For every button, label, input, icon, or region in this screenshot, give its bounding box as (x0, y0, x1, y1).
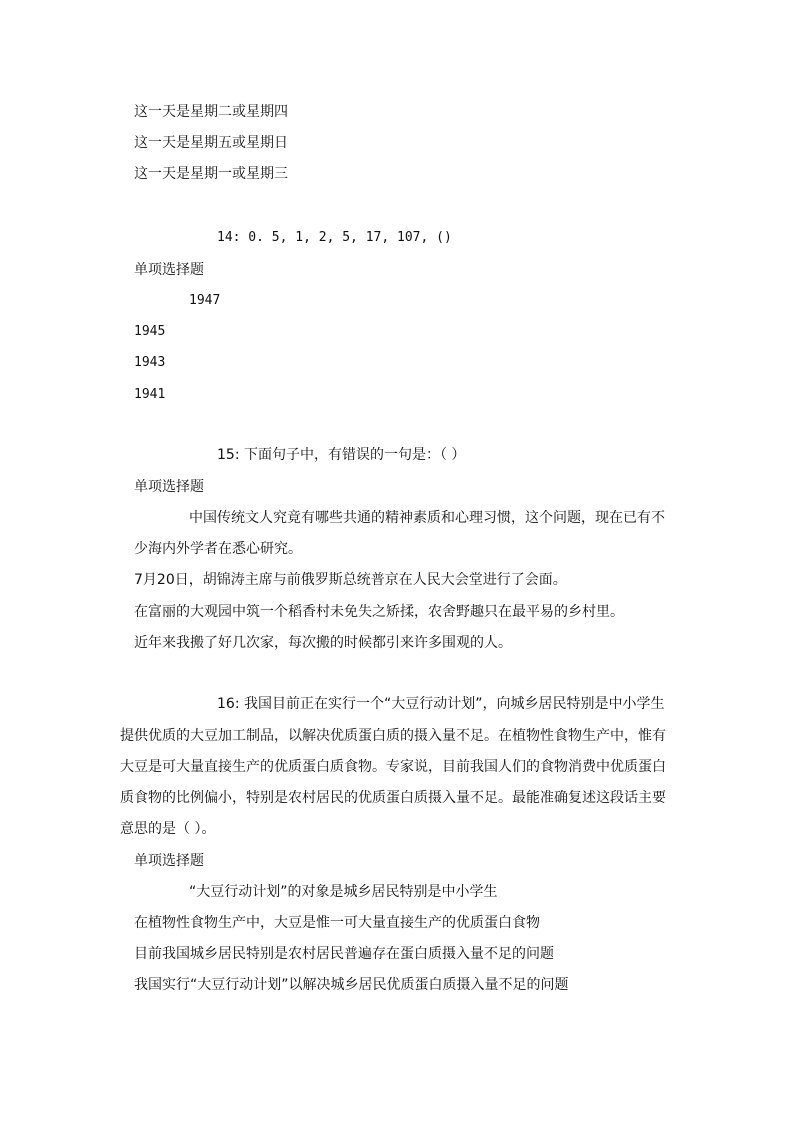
q16-stem-line-4: 质食物的比例偏小，特别是农村居民的优质蛋白质摄入量不足。最能准确复述这段话主要 (120, 790, 666, 806)
q16-stem-line-2: 提供优质的大豆加工制品，以解决优质蛋白质的摄入量不足。在植物性食物生产中，惟有 (120, 728, 666, 744)
q16-option-1: “大豆行动计划”的对象是城乡居民特别是中小学生 (189, 884, 498, 900)
q15-option-1-line-1: 中国传统文人究竟有哪些共通的精神素质和心理习惯，这个问题，现在已有不 (189, 510, 665, 526)
q15-stem: 15: 下面句子中，有错误的一句是：（ ） (217, 447, 466, 463)
q16-option-4: 我国实行“大豆行动计划”以解决城乡居民优质蛋白质摄入量不足的问题 (134, 977, 569, 993)
q15-option-2: 7月20日，胡锦涛主席与前俄罗斯总统普京在人民大会堂进行了会面。 (134, 572, 567, 588)
q15-option-4: 近年来我搬了好几次家，每次搬的时候都引来许多围观的人。 (134, 635, 512, 651)
q16-stem-line-5: 意思的是（ ）。 (120, 821, 216, 837)
q16-stem-line-3: 大豆是可大量直接生产的优质蛋白质食物。专家说，目前我国人们的食物消费中优质蛋白 (120, 759, 666, 775)
q16-type: 单项选择题 (134, 853, 204, 869)
q16-option-3: 目前我国城乡居民特别是农村居民普遍存在蛋白质摄入量不足的问题 (134, 946, 554, 962)
q14-type: 单项选择题 (134, 262, 204, 278)
q13-option-2: 这一天是星期五或星期日 (134, 135, 288, 151)
q15-option-1-line-2: 少海内外学者在悉心研究。 (134, 541, 302, 557)
q14-stem: 14: 0. 5, 1, 2, 5, 17, 107, () (217, 230, 452, 245)
q15-option-3: 在富丽的大观园中筑一个稻香村未免失之矫揉，农舍野趣只在最平易的乡村里。 (134, 604, 624, 620)
q13-option-1: 这一天是星期二或星期四 (134, 104, 288, 120)
q14-option-4: 1941 (134, 387, 166, 402)
q16-option-2: 在植物性食物生产中，大豆是惟一可大量直接生产的优质蛋白食物 (134, 915, 540, 931)
q16-stem-line-1: 16: 我国目前正在实行一个“大豆行动计划”，向城乡居民特别是中小学生 (217, 696, 665, 712)
q14-option-3: 1943 (134, 355, 166, 370)
q14-option-2: 1945 (134, 324, 166, 339)
q14-option-1: 1947 (189, 293, 221, 308)
q15-type: 单项选择题 (134, 479, 204, 495)
q13-option-3: 这一天是星期一或星期三 (134, 166, 288, 182)
